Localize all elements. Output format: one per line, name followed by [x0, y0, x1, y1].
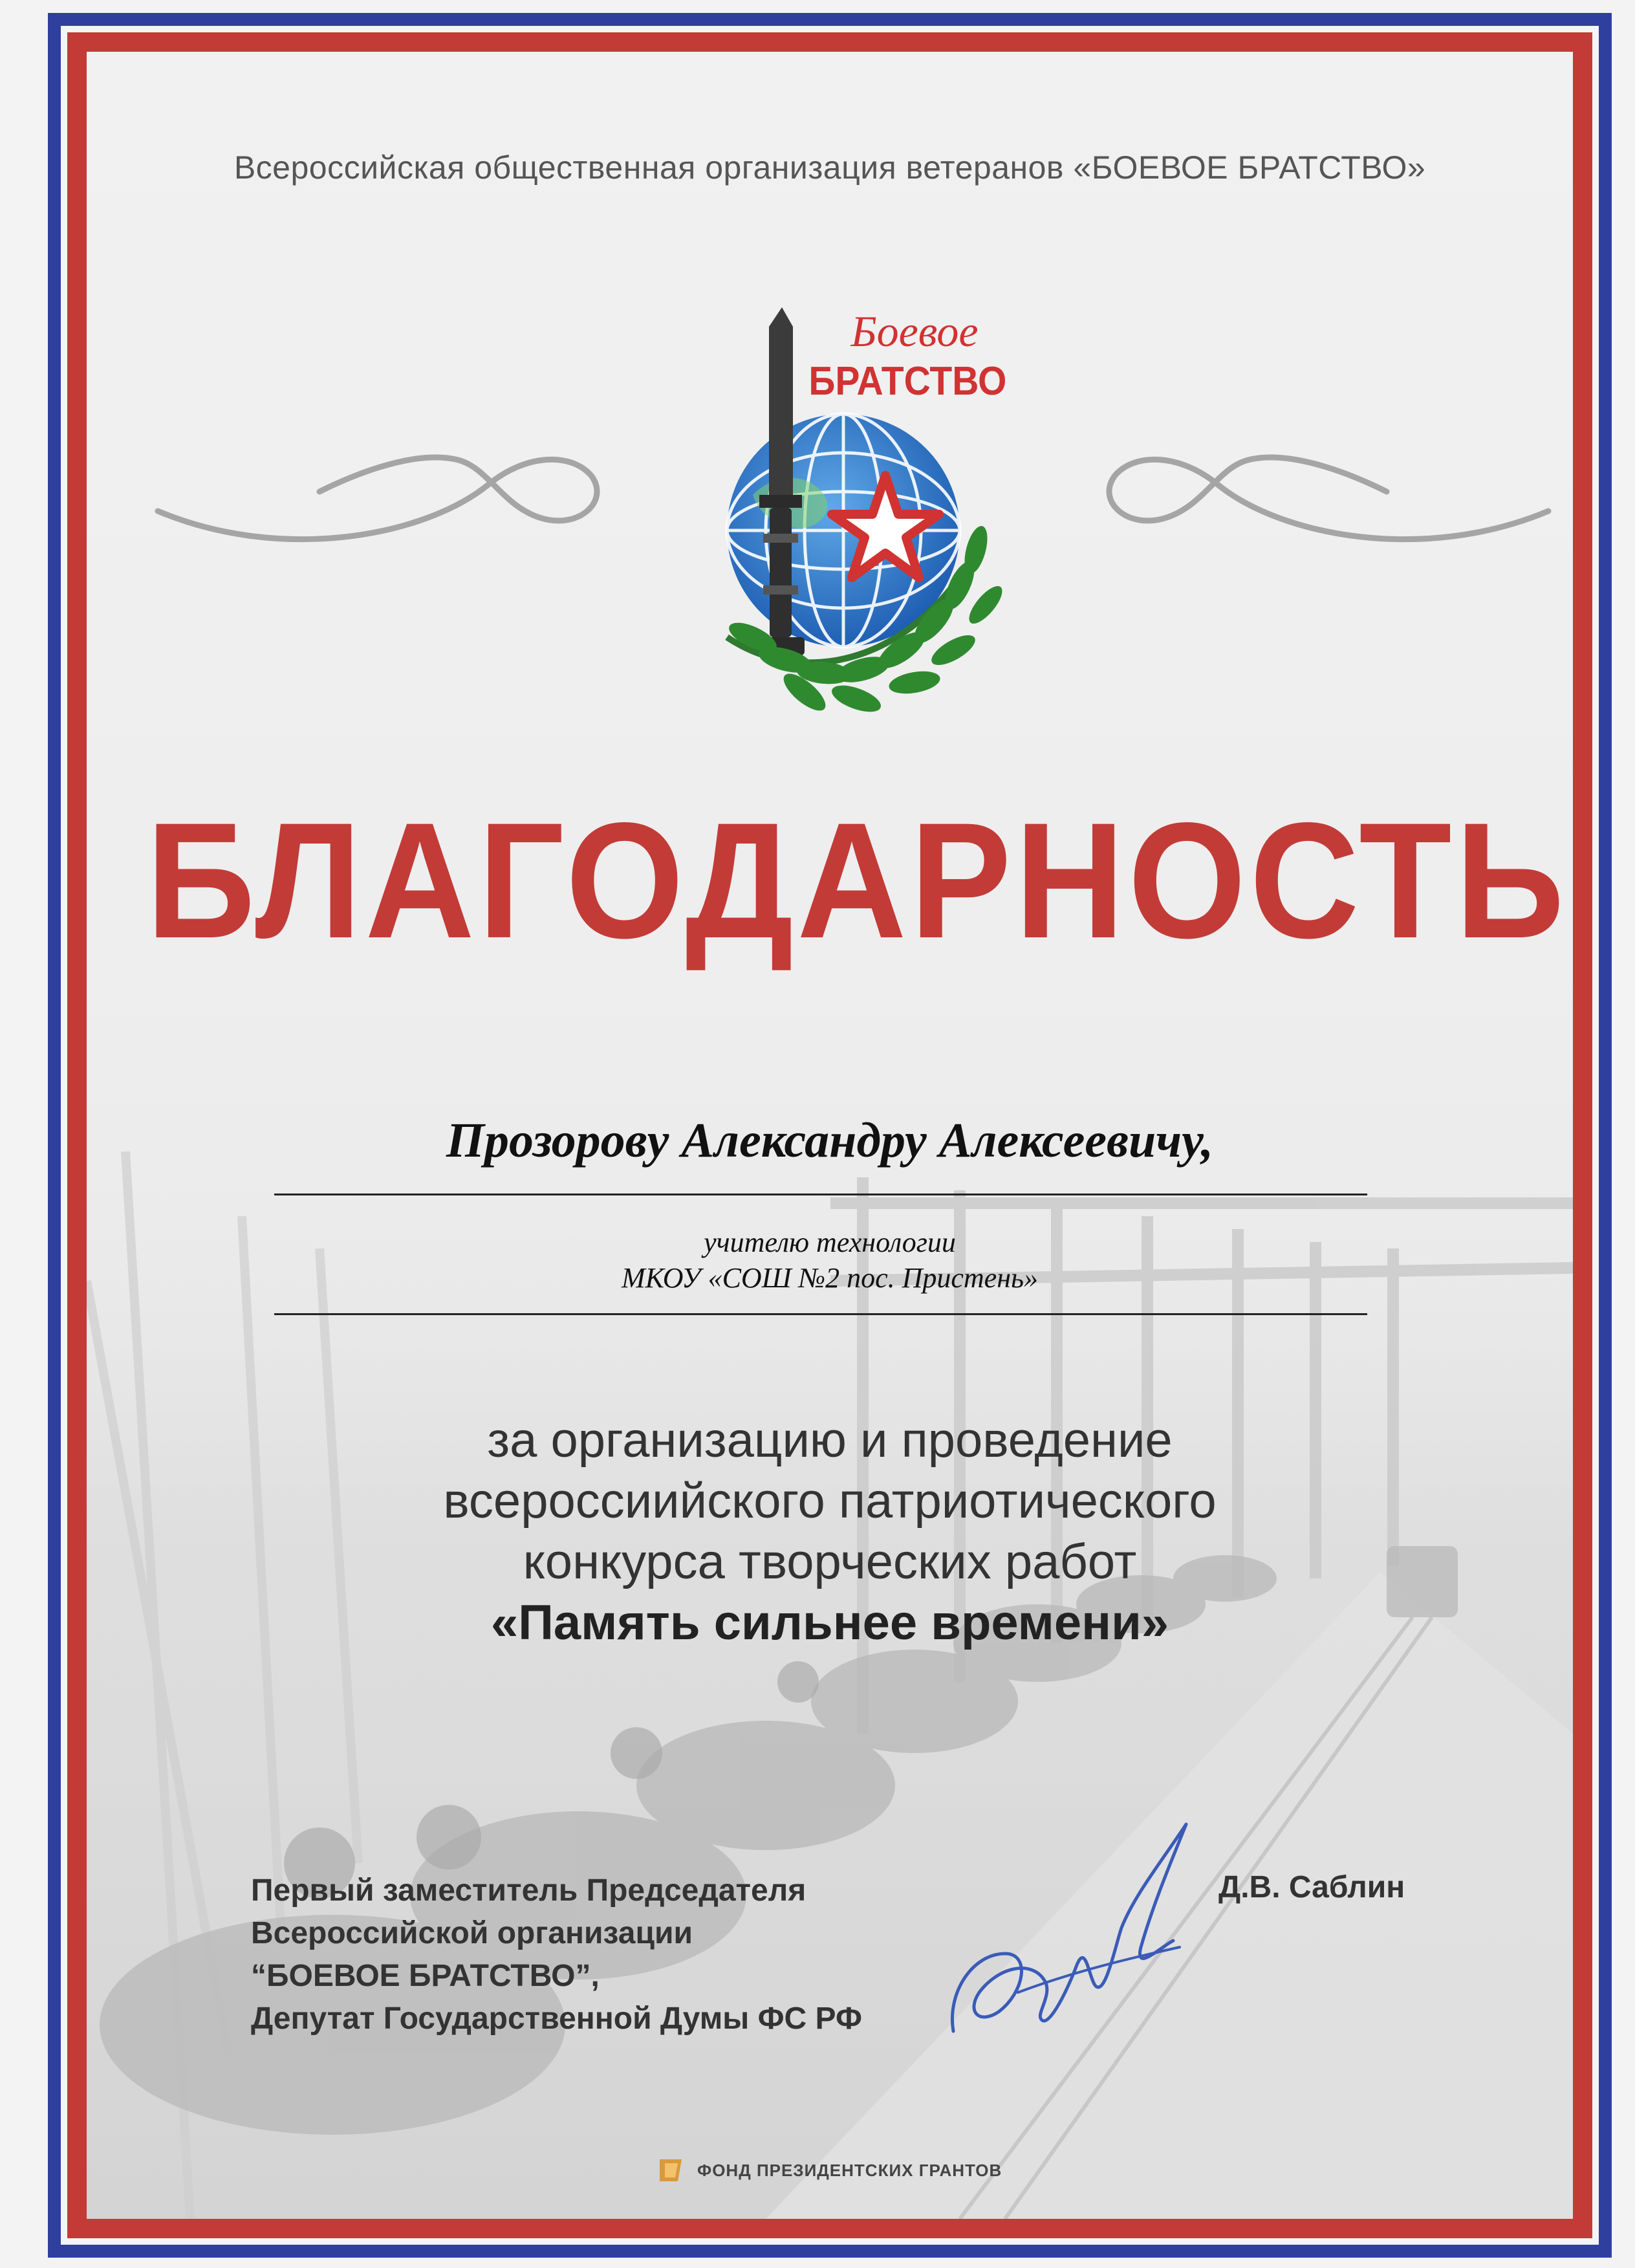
decorative-swirl-right [1083, 440, 1555, 550]
recipient-position-line2: МКОУ «СОШ №2 пос. Пристень» [621, 1262, 1039, 1294]
logo-text-top: Боевое [850, 307, 979, 356]
decorative-swirl-left [151, 440, 623, 550]
recipient-underline [274, 1194, 1367, 1195]
reason-line3: конкурса творческих работ [523, 1534, 1137, 1589]
recipient-name: Прозорову Александру Алексеевичу, [446, 1113, 1214, 1168]
signer-title-line3: “БОЕВОЕ БРАТСТВО”, [251, 1959, 600, 1993]
certificate-sheet [87, 52, 1573, 2219]
signer-name: Д.В. Саблин [1218, 1870, 1405, 1904]
signer-title [251, 1870, 962, 2040]
background-photo-image [87, 1151, 1573, 2219]
presidential-grants-fund [656, 2154, 1002, 2186]
handwritten-signature [927, 1798, 1225, 2070]
position-underline [274, 1313, 1367, 1315]
reason-line1: за организацию и проведение [487, 1413, 1173, 1468]
signer-title-line1: Первый заместитель Председателя [251, 1873, 807, 1908]
contest-name: «Память сильнее времени» [490, 1595, 1169, 1650]
organization-line: Всероссийская общественная организация ветеранов «БОЕВОЕ БРАТСТВО» [233, 149, 1426, 186]
fund-label: ФОНД ПРЕЗИДЕНТСКИХ ГРАНТОВ [697, 2160, 1002, 2180]
recipient-position-line1: учителю технологии [704, 1227, 956, 1258]
signer-title-line4: Депутат Государственной Думы ФС РФ [251, 2001, 862, 2036]
certificate-title: БЛАГОДАРНОСТЬ [146, 789, 1568, 973]
logo-text-bottom: БРАТСТВО [808, 358, 1007, 404]
reason-line2: всероссиийского патриотического [443, 1474, 1217, 1529]
signer-title-line2: Всероссийской организации [251, 1916, 693, 1950]
fund-logo-icon [656, 2155, 686, 2185]
globe-bayonet-star-laurel-logo [643, 301, 1044, 715]
